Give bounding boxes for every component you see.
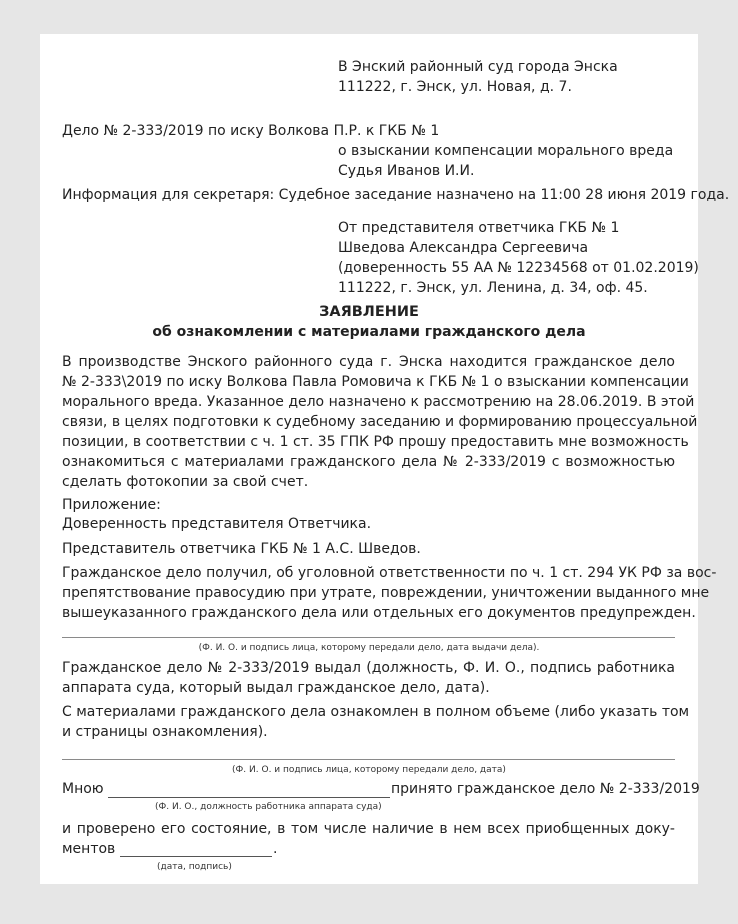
document-page [40, 34, 730, 884]
sender-line-1: От представителя ответчика ГКБ № 1 [338, 220, 620, 236]
addressee-court: В Энский районный суд города Энска [338, 59, 618, 75]
issued-paragraph [62, 658, 675, 698]
caption-recipient: (Ф. И. О. и подпись лица, которому передали дело, дата выдачи дела). [198, 643, 540, 653]
body-line: В производстве Энского районного суда г. Энска находится гражданское дело [62, 354, 675, 370]
signature-line: Представитель ответчика ГКБ № 1 А.С. Шведов. [62, 541, 421, 557]
receipt-line: вышеуказанного гражданского дела или отдельных его документов предупрежден. [62, 605, 696, 621]
caption-date-signature: (дата, подпись) [157, 862, 232, 872]
checked-period: . [273, 841, 278, 857]
signature-rule-2 [62, 759, 675, 760]
sender-address: 111222, г. Энск, ул. Ленина, д. 34, оф. 45. [338, 280, 648, 296]
secretary-info: Информация для секретаря: Судебное заседание назначено на 11:00 28 июня 2019 года. [62, 187, 730, 203]
case-judge: Судья Иванов И.И. [338, 163, 475, 179]
case-subject: о взыскании компенсации морального вреда [338, 143, 674, 159]
issued-line: аппарата суда, который выдал гражданское дело, дата). [62, 680, 490, 696]
receipt-line: препятствование правосудию при утрате, повреждении, уничтожении выданного мне [62, 585, 710, 601]
signature-rule-1 [62, 637, 675, 638]
caption-court-clerk: (Ф. И. О., должность работника аппарата суда) [155, 802, 382, 812]
document-subtitle: об ознакомлении с материалами гражданского дела [152, 324, 586, 340]
sender-power-of-attorney: (доверенность 55 АА № 12234568 от 01.02.2019) [338, 260, 699, 276]
accepted-name-blank[interactable] [108, 783, 390, 798]
checked-line-end: ментов [62, 841, 116, 857]
body-line: № 2-333\2019 по иску Волкова Павла Ромовича к ГКБ № 1 о взыскании компенсации [62, 374, 689, 390]
case-number: Дело № 2-333/2019 по иску Волкова П.Р. к ГКБ № 1 [62, 123, 440, 139]
receipt-paragraph [62, 563, 717, 623]
body-line: морального вреда. Указанное дело назначено к рассмотрению на 28.06.2019. В этой [62, 394, 695, 410]
reviewed-paragraph [62, 702, 690, 742]
document-title: ЗАЯВЛЕНИЕ [319, 304, 419, 320]
body-paragraph [62, 352, 698, 492]
body-line: сделать фотокопии за свой счет. [62, 474, 309, 490]
checked-line: и проверено его состояние, в том числе наличие в нем всех приобщенных доку- [62, 821, 675, 837]
appendix-label: Приложение: [62, 497, 161, 513]
reviewed-line: С материалами гражданского дела ознакомлен в полном объеме (либо указать том [62, 704, 690, 720]
reviewed-line: и страницы ознакомления). [62, 724, 268, 740]
checked-paragraph [62, 819, 675, 839]
receipt-line: Гражданское дело получил, об уголовной ответственности по ч. 1 ст. 294 УК РФ за вос- [62, 565, 717, 581]
issued-line: Гражданское дело № 2-333/2019 выдал (должность, Ф. И. О., подпись работника [62, 660, 675, 676]
accepted-suffix: принято гражданское дело № 2-333/2019 [391, 781, 700, 797]
body-line: связи, в целях подготовки к судебному заседанию и формированию процессуальной [62, 414, 698, 430]
accepted-prefix: Мною [62, 781, 104, 797]
addressee-address: 111222, г. Энск, ул. Новая, д. 7. [338, 79, 572, 95]
body-line: позиции, в соответствии с ч. 1 ст. 35 ГПК РФ прошу предоставить мне возможность [62, 434, 689, 450]
body-line: ознакомиться с материалами гражданского дела № 2-333/2019 с возможностью [62, 454, 675, 470]
date-signature-blank[interactable] [120, 842, 272, 857]
appendix-item: Доверенность представителя Ответчика. [62, 516, 372, 532]
caption-reader: (Ф. И. О. и подпись лица, которому передали дело, дата) [232, 765, 506, 775]
sender-name: Шведова Александра Сергеевича [338, 240, 589, 256]
